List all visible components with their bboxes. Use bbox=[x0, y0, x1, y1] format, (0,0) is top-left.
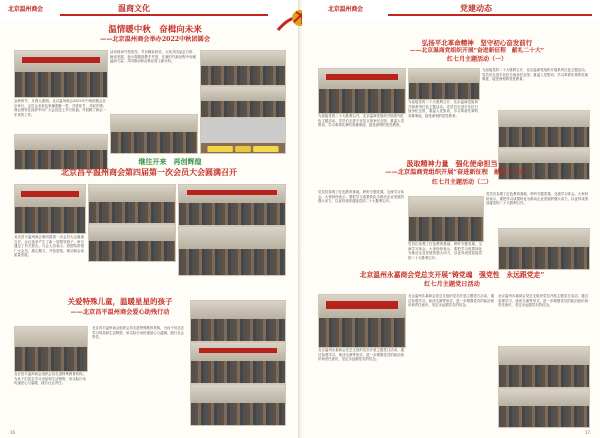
member-meeting-photo bbox=[14, 184, 86, 234]
gala-guests-photo bbox=[200, 86, 286, 118]
right-article1-text: 为迎接党的二十大胜利召开，北京温商党组织开展系列红色主题活动。党员们走进平北抗日战争纪念馆，重温入党誓词，学习革命先辈的英雄事迹，接受深刻的党性教育。 bbox=[318, 114, 404, 128]
right-article1-subtitle2: 红七月主题活动（一） bbox=[446, 56, 507, 63]
right-article3-text-col3: 北京温州永嘉商会党总支组织党员开展主题党日活动，通过参观学习、座谈交流等形式，进一步增强党员的政治意识和责任意识，坚定永远跟党走的信念。 bbox=[498, 294, 588, 308]
gala-audience-photo bbox=[110, 114, 198, 154]
charity-children-photo bbox=[190, 384, 286, 426]
charity-visit-photo bbox=[190, 300, 286, 342]
right-header-rule bbox=[388, 14, 592, 16]
left-article2-text: 北京昌平温州商会第四届第一次会员大会隆重召开，会议选举产生了新一届领导班子，审议通过了有关报告。与会人员表示，将团结带领广大会员，凝心聚力，开拓进取，推动商会高质量发展。 bbox=[14, 235, 84, 258]
right-page bbox=[302, 0, 600, 438]
left-article3-text: 北京昌平温州商会组织会员走进特殊教育机构，为孩子们送去学习用品和生活物资，用实际行动传递爱心与温暖，践行社会责任。 bbox=[14, 372, 86, 386]
meeting-leaders-photo bbox=[178, 226, 286, 276]
right-article1-text-col3: 为迎接党的二十大胜利召开，北京温商党组织开展系列红色主题活动。党员们走进平北抗日战争纪念馆，重温入党誓词，学习革命先辈的英雄事迹，接受深刻的党性教育。 bbox=[482, 68, 588, 82]
left-section-title: 温商文化 bbox=[118, 4, 150, 13]
left-header bbox=[0, 0, 298, 22]
gala-performance-photo bbox=[200, 50, 286, 86]
right-logo: 北京温州商会 bbox=[328, 6, 363, 13]
yongjia-visit-photo bbox=[498, 388, 590, 428]
gala-flowers-photo bbox=[200, 118, 286, 154]
exhibition-hall-photo bbox=[498, 110, 590, 148]
charity-banner-photo bbox=[190, 342, 286, 384]
left-logo: 北京温州商会 bbox=[8, 6, 43, 13]
right-article3-title: 北京温州永嘉商会党总支开展“铸党魂 强党性 永远跟党走” bbox=[359, 271, 545, 279]
yongjia-group-photo bbox=[318, 294, 406, 348]
left-article3-text-col2: 北京昌平温州商会组织会员走进特殊教育机构，为孩子们送去学习用品和生活物资，用实际行动传递爱心与温暖，践行社会责任。 bbox=[92, 326, 184, 340]
left-article1-subtitle: ——北京温州商会举办2022中秋团圆会 bbox=[99, 36, 211, 43]
red-base-photo bbox=[498, 228, 590, 270]
left-article1-text-col1: 金秋时节，月圆人团圆。北京温州商会2022年中秋团圆会在京举行，会员企业家及家属欢聚一堂，共度佳节，共叙乡情。商会领导在致辞中向广大会员送上节日祝福，并回顾了商会一年来的工作。 bbox=[14, 99, 106, 117]
right-article2-subtitle: ——北京温商党组织开展“奋进新征程 献礼二十大” bbox=[385, 169, 529, 176]
right-section-title: 党建动态 bbox=[460, 4, 492, 13]
oath-ceremony-photo bbox=[408, 68, 480, 100]
left-header-rule bbox=[60, 14, 268, 16]
left-article1-title: 温情暖中秋 奋楫向未来 bbox=[108, 25, 202, 35]
right-article2-text: 党员们参观了红色教育基地，聆听专题党课，交流学习体会。大家纷纷表示，要把学习成果转化为推动企业发展的强大动力，以优异成绩迎接党的二十大胜利召开。 bbox=[318, 190, 404, 204]
right-article2-subtitle2: 红七月主题活动（二） bbox=[431, 179, 492, 186]
right-article1-subtitle: ——北京温商党组织开展“奋进新征程 献礼二十大” bbox=[409, 48, 545, 54]
right-article1-text-col2: 为迎接党的二十大胜利召开，北京温商党组织开展系列红色主题活动。党员们走进平北抗日战争纪念馆，重温入党誓词，学习革命先辈的英雄事迹，接受深刻的党性教育。 bbox=[408, 100, 478, 118]
right-header bbox=[302, 0, 600, 22]
memorial-visit-photo bbox=[318, 68, 406, 114]
meeting-hall-photo bbox=[88, 184, 176, 224]
gala-stage-photo bbox=[14, 134, 108, 170]
yongjia-meeting-photo bbox=[498, 346, 590, 388]
right-article3-text: 北京温州永嘉商会党总支组织党员开展主题党日活动，通过参观学习、座谈交流等形式，进一步增强党员的政治意识和责任意识，坚定永远跟党走的信念。 bbox=[318, 348, 404, 362]
left-article3-title: 关爱特殊儿童，温暖星星的孩子 bbox=[67, 297, 173, 306]
left-article1-tagline: 继往开来 再创辉煌 bbox=[138, 157, 202, 166]
left-page-number: 16 bbox=[10, 430, 16, 435]
left-page bbox=[0, 0, 299, 438]
meeting-overview-photo bbox=[178, 184, 286, 226]
left-article2-title: 北京昌平温州商会第四届第一次会员大会圆满召开 bbox=[61, 167, 237, 177]
right-article3-text-col2: 北京温州永嘉商会党总支组织党员开展主题党日活动，通过参观学习、座谈交流等形式，进一步增强党员的政治意识和责任意识，坚定永远跟党走的信念。 bbox=[408, 294, 494, 308]
right-article2-title: 汲取精神力量 强化使命担当 bbox=[406, 159, 498, 168]
meeting-podium-photo bbox=[88, 224, 176, 262]
gala-group-photo bbox=[14, 50, 108, 98]
right-article2-text-col2: 党员们参观了红色教育基地，聆听专题党课，交流学习体会。大家纷纷表示，要把学习成果转化为推动企业发展的强大动力，以优异成绩迎接党的二十大胜利召开。 bbox=[408, 242, 482, 260]
party-lecture-photo bbox=[408, 196, 484, 242]
right-page-number: 17 bbox=[584, 430, 590, 435]
right-article1-title: 弘扬平北革命精神 坚守初心奋发前行 bbox=[421, 39, 533, 47]
charity-group-photo bbox=[14, 326, 88, 372]
right-article2-text-col3: 党员们参观了红色教育基地，聆听专题党课，交流学习体会。大家纷纷表示，要把学习成果转化为推动企业发展的强大动力，以优异成绩迎接党的二十大胜利召开。 bbox=[486, 192, 588, 206]
right-article3-subtitle: 红七月主题党日活动 bbox=[424, 281, 480, 288]
left-article1-text-col2: 活动现场气氛热烈，节目精彩纷呈，大家共同品尝月饼，畅谈发展，表示将继续携手并进，在新时代新征程中贡献温商力量，共同推动商会事业再上新台阶。 bbox=[110, 50, 196, 64]
left-article3-subtitle: ——北京昌平温州商会爱心助残行动 bbox=[70, 309, 170, 316]
